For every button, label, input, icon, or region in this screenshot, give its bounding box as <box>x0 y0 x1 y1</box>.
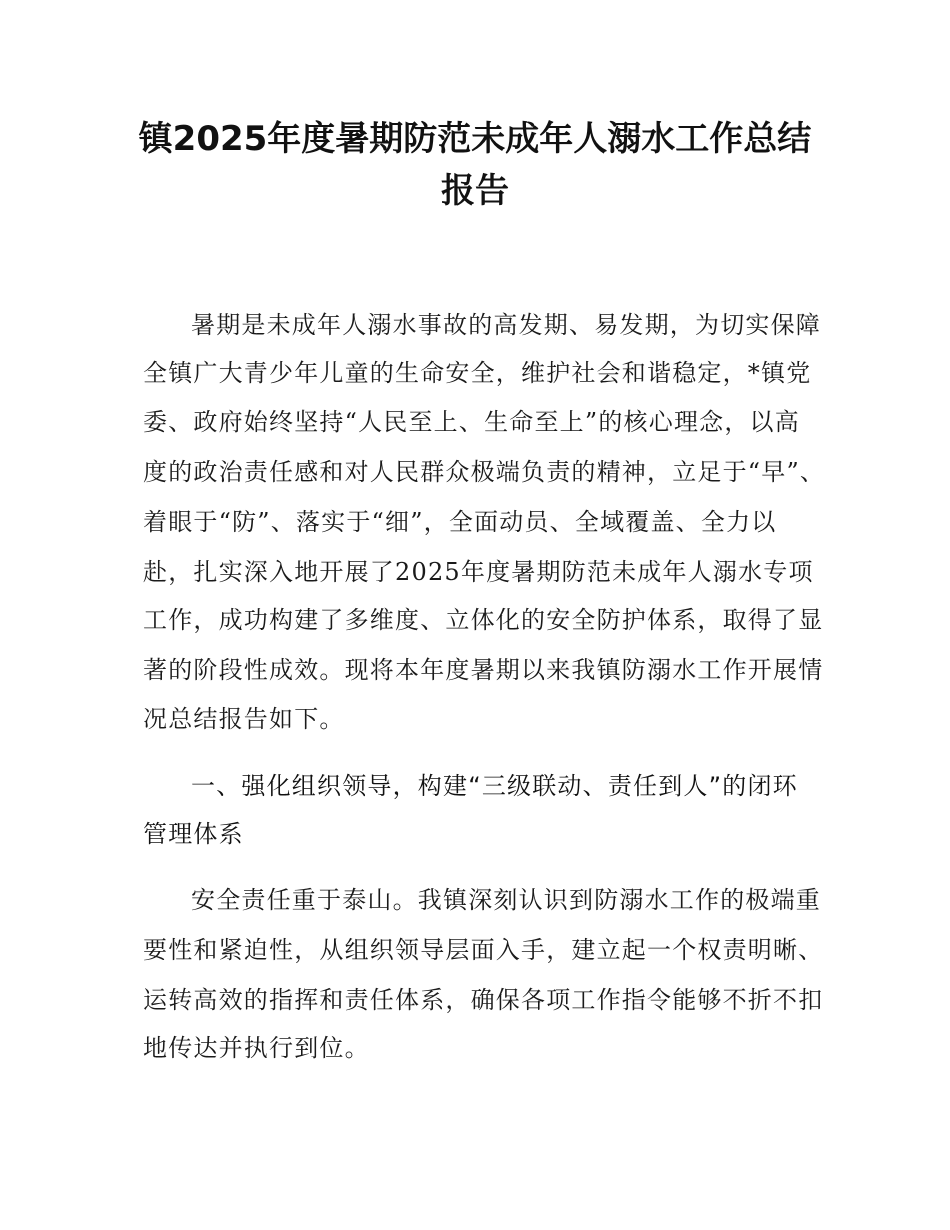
paragraph-line: 委、政府始终坚持“人民至上、生命至上”的核心理念，以高 <box>143 408 800 436</box>
paragraph-line: 要性和紧迫性，从组织领导层面入手，建立起一个权责明晰、 <box>143 936 824 964</box>
paragraph-line: 赴，扎实深入地开展了2025年度暑期防范未成年人溺水专项 <box>143 558 814 586</box>
paragraph-line: 著的阶段性成效。现将本年度暑期以来我镇防溺水工作开展情 <box>143 656 824 684</box>
paragraph-line: 全镇广大青少年儿童的生命安全，维护社会和谐稳定，*镇党 <box>143 359 812 387</box>
paragraph-line: 工作，成功构建了多维度、立体化的安全防护体系，取得了显 <box>143 606 824 634</box>
paragraph-line: 安全责任重于泰山。我镇深刻认识到防溺水工作的极端重 <box>191 886 821 914</box>
paragraph-line: 运转高效的指挥和责任体系，确保各项工作指令能够不折不扣 <box>143 986 824 1014</box>
document-title <box>130 113 820 217</box>
title-line: 镇2025年度暑期防范未成年人溺水工作总结 <box>138 119 812 159</box>
paragraph-line: 暑期是未成年人溺水事故的高发期、易发期，为切实保障 <box>191 311 821 339</box>
paragraph-line: 度的政治责任感和对人民群众极端负责的精神，立足于“早”、 <box>143 458 826 486</box>
paragraph-line: 况总结报告如下。 <box>143 705 345 733</box>
section-heading-line: 管理体系 <box>143 820 244 848</box>
paragraph-line: 着眼于“防”、落实于“细”，全面动员、全域覆盖、全力以 <box>143 508 777 536</box>
title-line: 报告 <box>441 171 509 211</box>
paragraph-line: 地传达并执行到位。 <box>143 1034 370 1062</box>
section-heading-line: 一、强化组织领导，构建“三级联动、责任到人”的闭环 <box>191 772 798 800</box>
